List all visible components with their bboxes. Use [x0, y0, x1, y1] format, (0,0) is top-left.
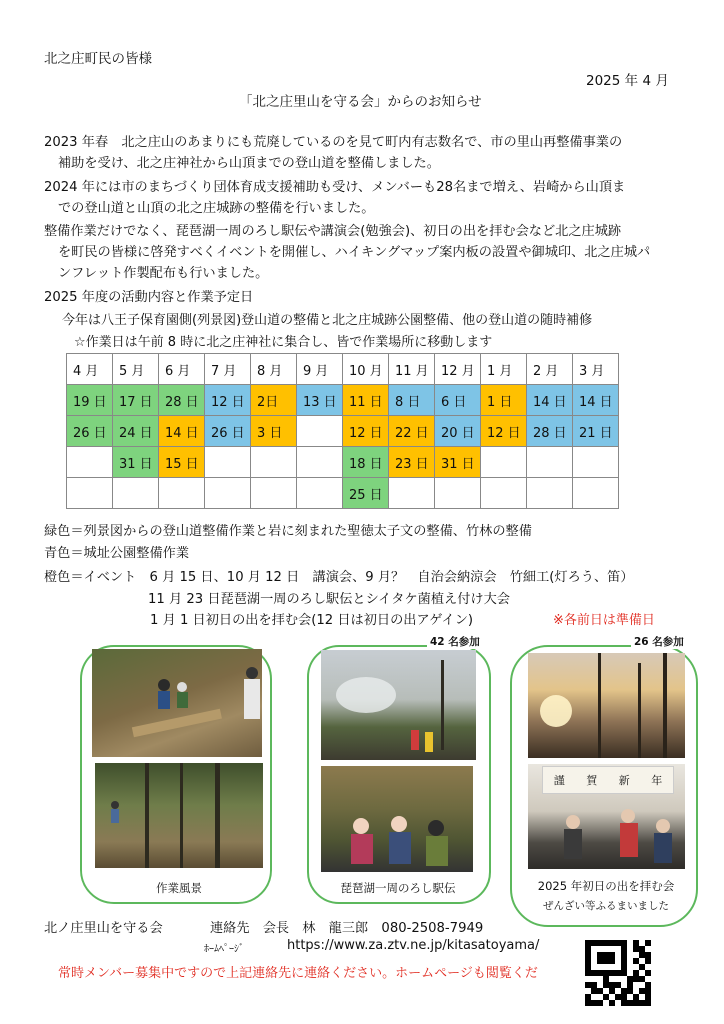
celebration-photo [528, 764, 685, 869]
schedule-day-cell: 20 日 [435, 416, 481, 447]
schedule-row [67, 385, 619, 416]
schedule-day-cell: 24 日 [113, 416, 159, 447]
paragraph-line: を町民の皆様に啓発すべくイベントを開催し、ハイキングマップ案内板の設置や御城印、北之庄城パ [58, 245, 651, 260]
month-header: 4 月 [67, 354, 113, 385]
month-header: 12 月 [435, 354, 481, 385]
schedule-empty-cell [67, 478, 113, 509]
schedule-day-cell: 26 日 [67, 416, 113, 447]
schedule-day-cell: 17 日 [113, 385, 159, 416]
schedule-day-cell: 28 日 [527, 416, 573, 447]
legend-blue: 青色＝城址公園整備作業 [44, 546, 190, 561]
schedule-day-cell: 8 日 [389, 385, 435, 416]
notice-title: 「北之庄里山を守る会」からのお知らせ [239, 94, 482, 110]
paragraph-2023 [44, 132, 684, 174]
participants-26: 26 名参加 [631, 634, 687, 649]
schedule-empty-cell [297, 416, 343, 447]
schedule-empty-cell [389, 478, 435, 509]
legend-orange-line2: 11 月 23 日琵琶湖一周のろし駅伝とシイタケ菌植え付け大会 [148, 592, 510, 607]
schedule-day-cell: 2日 [251, 385, 297, 416]
banner-char: 年 [651, 774, 663, 787]
schedule-day-cell: 11 日 [343, 385, 389, 416]
schedule-empty-cell [205, 447, 251, 478]
schedule-empty-cell [251, 478, 297, 509]
schedule-empty-cell [527, 447, 573, 478]
schedule-empty-cell [573, 478, 619, 509]
work-day-note: ☆作業日は午前 8 時に北之庄神社に集合し、皆で作業場所に移動します [74, 335, 493, 350]
plan-title: 2025 年度の活動内容と作業予定日 [44, 290, 254, 305]
schedule-empty-cell [297, 447, 343, 478]
schedule-empty-cell [481, 447, 527, 478]
preparation-note: ※各前日は準備日 [553, 613, 655, 628]
schedule-row [67, 416, 619, 447]
schedule-row [67, 447, 619, 478]
org-name: 北ノ庄里山を守る会 [44, 921, 163, 936]
relay-illustration-1 [321, 650, 476, 760]
month-header: 7 月 [205, 354, 251, 385]
schedule-day-cell: 12 日 [481, 416, 527, 447]
schedule-empty-cell [435, 478, 481, 509]
schedule-day-cell: 23 日 [389, 447, 435, 478]
caption-sunrise: 2025 年初日の出を拝む会 [537, 879, 675, 893]
paragraph-events [44, 221, 684, 284]
homepage-label: ﾎｰﾑﾍﾟｰｼﾞ [204, 944, 244, 955]
banner-char: 謹 [553, 774, 565, 787]
schedule-day-cell: 12 日 [205, 385, 251, 416]
schedule-day-cell: 31 日 [113, 447, 159, 478]
month-header: 11 月 [389, 354, 435, 385]
caption-relay: 琵琶湖一周のろし駅伝 [340, 881, 456, 895]
month-header: 1 月 [481, 354, 527, 385]
paragraph-line: ンフレット作製配布も行いました。 [58, 266, 269, 281]
schedule-header-row [67, 354, 619, 385]
schedule-empty-cell [67, 447, 113, 478]
schedule-day-cell: 18 日 [343, 447, 389, 478]
schedule-empty-cell [297, 478, 343, 509]
schedule-empty-cell [481, 478, 527, 509]
paragraph-line: 補助を受け、北之庄神社から山頂までの登山道を整備しました。 [58, 156, 440, 171]
schedule-day-cell: 3 日 [251, 416, 297, 447]
relay-photo-2 [321, 766, 473, 872]
sunrise-illustration [528, 653, 685, 758]
schedule-empty-cell [527, 478, 573, 509]
schedule-day-cell: 26 日 [205, 416, 251, 447]
caption-work: 作業風景 [156, 881, 202, 895]
schedule-day-cell: 14 日 [159, 416, 205, 447]
schedule-day-cell: 19 日 [67, 385, 113, 416]
schedule-day-cell: 12 日 [343, 416, 389, 447]
schedule-day-cell: 21 日 [573, 416, 619, 447]
relay-illustration-2 [321, 766, 473, 872]
banner-char: 新 [618, 774, 630, 787]
work-scene-illustration-2 [95, 763, 263, 868]
schedule-day-cell: 31 日 [435, 447, 481, 478]
schedule-row [67, 478, 619, 509]
month-header: 5 月 [113, 354, 159, 385]
issue-date: 2025 年 4 月 [586, 73, 669, 89]
paragraph-line: 2023 年春 北之庄山のあまりにも荒廃しているのを見て町内有志数名で、市の里山再整備事業の [44, 135, 623, 150]
caption-sunrise-sub: ぜんざい等ふるまいました [543, 900, 669, 912]
month-header: 3 月 [573, 354, 619, 385]
schedule-day-cell: 13 日 [297, 385, 343, 416]
qr-module [645, 1000, 651, 1006]
legend-green: 緑色＝列景図からの登山道整備作業と岩に刻まれた聖徳太子文の整備、竹林の整備 [44, 524, 532, 539]
legend-orange: 橙色＝イベント 6 月 15 日、10 月 12 日 講演会、9 月？ 自治会納涼会 竹細工(灯ろう、笛） [44, 570, 634, 585]
legend-orange-line3: 1 月 1 日初日の出を拝む会(12 日は初日の出アゲイン) [150, 613, 474, 628]
banner-char: 賀 [586, 774, 598, 787]
schedule-table [66, 353, 619, 509]
paragraph-line: 整備作業だけでなく、琵琶湖一周のろし駅伝や講演会(勉強会)、初日の出を拝む会など北之庄城跡 [44, 224, 622, 239]
work-scene-photo [92, 649, 262, 757]
schedule-empty-cell [113, 478, 159, 509]
schedule-day-cell: 28 日 [159, 385, 205, 416]
homepage-link[interactable]: https://www.za.ztv.ne.jp/kitasatoyama/ [287, 938, 540, 953]
month-header: 9 月 [297, 354, 343, 385]
schedule-day-cell: 1 日 [481, 385, 527, 416]
greeting: 北之庄町民の皆様 [44, 51, 152, 67]
work-scene-photo-2 [95, 763, 263, 868]
qr-code-icon[interactable] [585, 940, 651, 1006]
schedule-day-cell: 14 日 [573, 385, 619, 416]
schedule-day-cell: 25 日 [343, 478, 389, 509]
work-scene-illustration [92, 649, 262, 757]
schedule-empty-cell [251, 447, 297, 478]
schedule-empty-cell [205, 478, 251, 509]
recruitment-notice: 常時メンバー募集中ですので上記連絡先に連絡ください。ホームページも閲覧くだ [58, 966, 538, 981]
month-header: 2 月 [527, 354, 573, 385]
month-header: 8 月 [251, 354, 297, 385]
schedule-day-cell: 14 日 [527, 385, 573, 416]
paragraph-line: 2024 年には市のまちづくり団体育成支援補助も受け、メンバーも28名まで増え、岩崎から山頂ま [44, 180, 626, 195]
plan-description: 今年は八王子保育園側(列景図)登山道の整備と北之庄城跡公園整備、他の登山道の随時補修 [62, 313, 593, 328]
schedule-empty-cell [573, 447, 619, 478]
participants-42: 42 名参加 [427, 634, 483, 649]
schedule-day-cell: 15 日 [159, 447, 205, 478]
month-header: 6 月 [159, 354, 205, 385]
sunrise-photo [528, 653, 685, 758]
schedule-empty-cell [159, 478, 205, 509]
schedule-day-cell: 22 日 [389, 416, 435, 447]
paragraph-2024 [44, 177, 684, 219]
contact-info: 連絡先 会長 林 龍三郎 080-2508-7949 [210, 921, 484, 936]
month-header: 10 月 [343, 354, 389, 385]
paragraph-line: での登山道と山頂の北之庄城跡の整備を行いました。 [58, 201, 375, 216]
schedule-day-cell: 6 日 [435, 385, 481, 416]
relay-photo-1 [321, 650, 476, 760]
celebration-illustration [528, 764, 685, 869]
